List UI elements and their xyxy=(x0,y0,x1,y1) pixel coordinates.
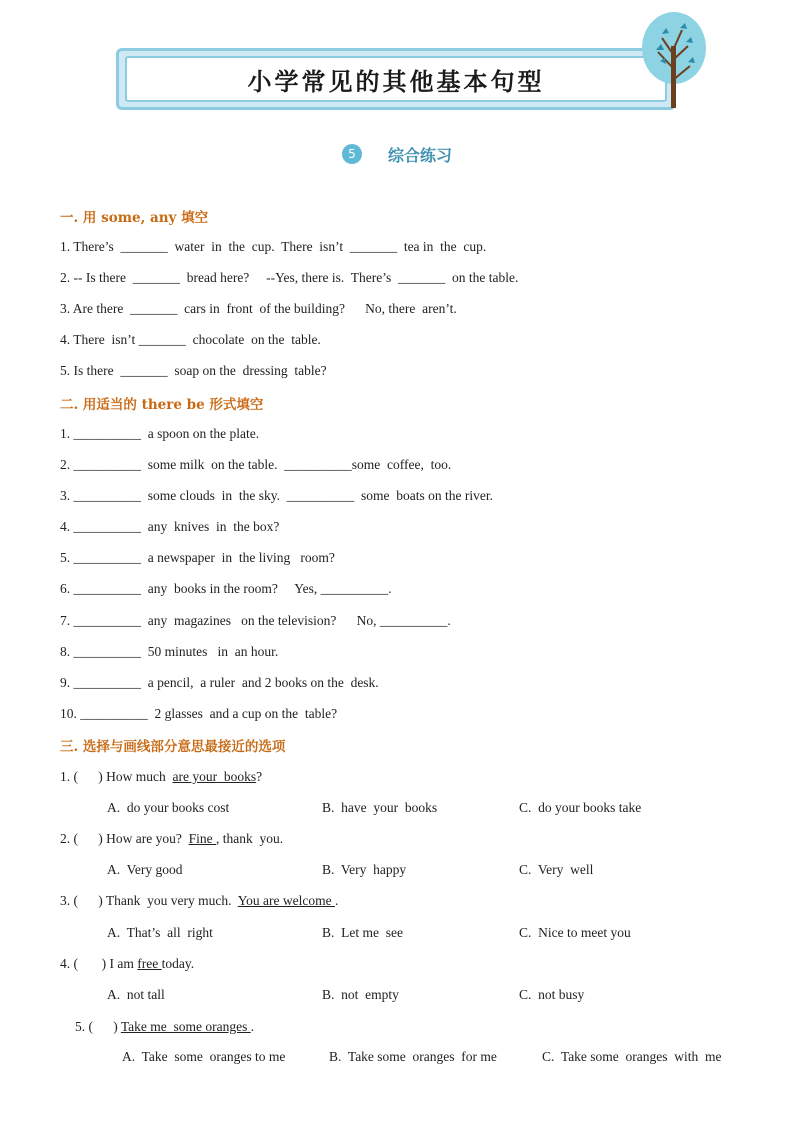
option-a: A. Very good xyxy=(107,862,183,877)
option-b: B. Very happy xyxy=(322,862,407,877)
option-a: A. Take some oranges to me xyxy=(122,1049,286,1064)
question-prefix: 1. ( ) How much xyxy=(60,769,173,784)
option-a: A. not tall xyxy=(107,987,165,1002)
section-1-line: 5. Is there _______ soap on the dressing table? xyxy=(60,363,327,378)
question-prefix: 5. ( ) xyxy=(75,1019,121,1034)
underlined-phrase: Fine xyxy=(188,831,216,846)
section-2-line: 4. __________ any knives in the box? xyxy=(60,519,280,534)
section-2-line: 7. __________ any magazines on the television? No, __________. xyxy=(60,613,451,628)
question-stem xyxy=(60,768,262,786)
section-2-heading: 二. 用适当的 there be 形式填空 xyxy=(60,397,264,413)
section-3-heading: 三. 选择与画线部分意思最接近的选项 xyxy=(60,739,286,755)
tree-icon xyxy=(636,8,710,110)
underlined-phrase: are your books xyxy=(172,769,257,784)
question-stem xyxy=(60,830,283,848)
question-prefix: 3. ( ) Thank you very much. xyxy=(60,893,238,908)
lesson-subtitle: 综合练习 xyxy=(387,145,452,165)
section-2-line: 6. __________ any books in the room? Yes, __________. xyxy=(60,581,392,596)
option-a: A. do your books cost xyxy=(107,800,230,815)
section-1-line: 4. There isn’t _______ chocolate on the table. xyxy=(60,332,321,347)
question-stem xyxy=(60,892,338,910)
page-title: 小学常见的其他基本句型 xyxy=(247,66,545,96)
option-c: C. do your books take xyxy=(519,800,642,815)
section-2-line: 3. __________ some clouds in the sky. __________ some boats on the river. xyxy=(60,488,493,503)
question-suffix: ? xyxy=(256,769,263,784)
section-1-line: 3. Are there _______ cars in front of the building? No, there aren’t. xyxy=(60,301,457,316)
question-suffix: today. xyxy=(161,956,195,971)
section-2-line: 10. __________ 2 glasses and a cup on the table? xyxy=(60,706,338,721)
question-suffix: . xyxy=(250,1019,255,1034)
option-b: B. not empty xyxy=(322,987,399,1002)
question-suffix: , thank you. xyxy=(215,831,284,846)
section-2-line: 8. __________ 50 minutes in an hour. xyxy=(60,644,279,659)
option-b: B. have your books xyxy=(322,800,438,815)
question-prefix: 2. ( ) How are you? xyxy=(60,831,189,846)
question-suffix: . xyxy=(334,893,339,908)
section-2-line: 9. __________ a pencil, a ruler and 2 books on the desk. xyxy=(60,675,379,690)
option-c: C. Nice to meet you xyxy=(519,925,631,940)
section-2-line: 2. __________ some milk on the table. __________some coffee, too. xyxy=(60,457,452,472)
question-stem xyxy=(60,955,194,973)
lesson-number-badge: 5 xyxy=(342,144,362,164)
option-b: B. Let me see xyxy=(322,925,403,940)
section-1-line: 2. -- Is there _______ bread here? --Yes, there is. There’s _______ on the table. xyxy=(60,270,519,285)
section-2-line: 1. __________ a spoon on the plate. xyxy=(60,426,260,441)
section-2-line: 5. __________ a newspaper in the living room? xyxy=(60,550,335,565)
underlined-phrase: You are welcome xyxy=(237,893,335,908)
option-c: C. Take some oranges with me xyxy=(542,1049,722,1064)
section-1-line: 1. There’s _______ water in the cup. There isn’t _______ tea in the cup. xyxy=(60,239,487,254)
question-prefix: 4. ( ) I am xyxy=(60,956,138,971)
option-c: C. not busy xyxy=(519,987,585,1002)
section-1-heading: 一. 用 some, any 填空 xyxy=(60,210,209,226)
title-banner xyxy=(116,48,676,110)
lesson-subheader xyxy=(0,142,794,166)
option-b: B. Take some oranges for me xyxy=(329,1049,497,1064)
title-banner-inner xyxy=(125,56,667,102)
option-a: A. That’s all right xyxy=(107,925,213,940)
question-stem xyxy=(75,1018,254,1036)
option-c: C. Very well xyxy=(519,862,594,877)
underlined-phrase: Take me some oranges xyxy=(120,1019,251,1034)
underlined-phrase: free xyxy=(137,956,162,971)
